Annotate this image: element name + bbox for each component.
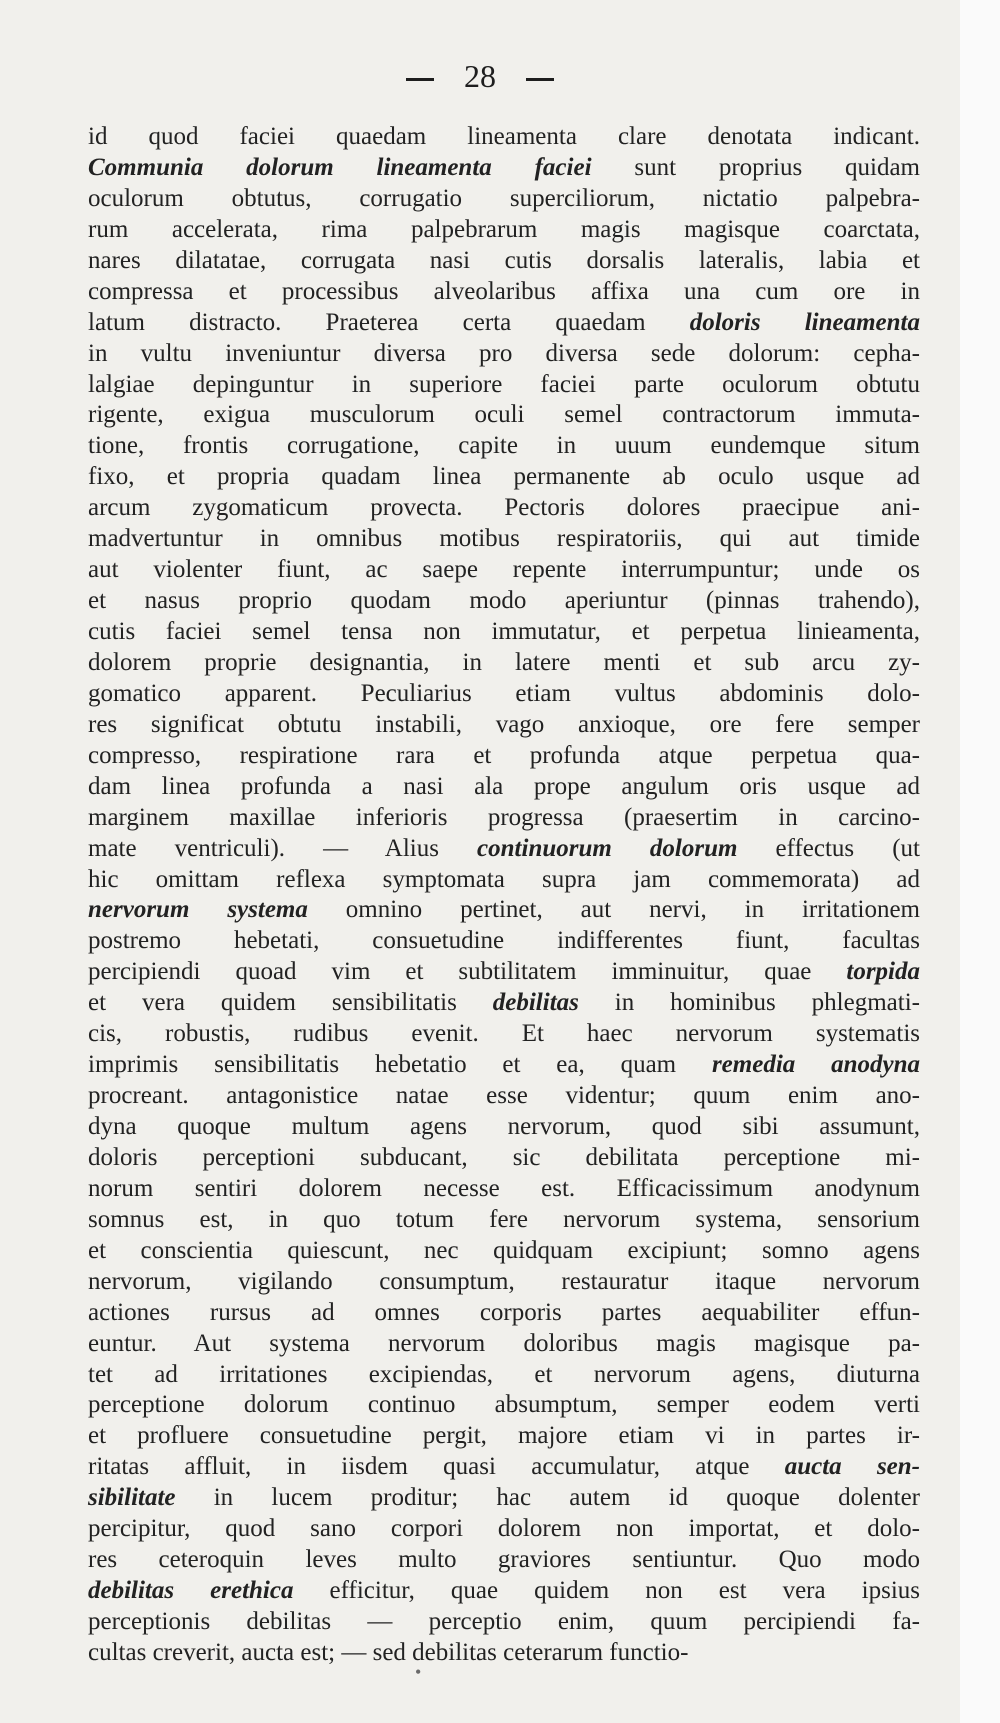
text-segment: nares dilatatae, corrugata nasi cutis dorsalis lateralis, labia et [88,246,920,274]
text-line [88,339,920,370]
text-line [88,122,920,153]
emphasized-text: aucta sen- [784,1453,921,1481]
text-segment: in hominibus phlegmati- [578,989,920,1017]
header-dash-left [406,78,434,81]
text-segment: perceptionis debilitas — perceptio enim, quum percipiendi fa- [88,1608,920,1635]
text-segment: rigente, exigua musculorum oculi semel contractorum immuta- [88,401,920,429]
text-line [88,1298,920,1329]
emphasized-text: remedia anodyna [711,1051,921,1079]
emphasized-text: continuorum dolorum [477,834,738,862]
text-segment: effectus (ut [737,834,920,862]
text-segment: ritatas affluit, in iisdem quasi accumulatur, atque [88,1453,785,1481]
text-line [88,462,920,493]
text-line [88,586,920,617]
text-segment: id quod faciei quaedam lineamenta clare denotata indicant. [88,123,920,150]
text-segment: compresso, respiratione rara et profunda atque perpetua qua- [88,741,920,769]
text-segment: mate ventriculi). — Alius [88,834,478,862]
text-segment: dyna quoque multum agens nervorum, quod sibi assumunt, [88,1113,920,1140]
text-segment: doloris perceptioni subducant, sic debilitata perceptione mi- [88,1143,920,1171]
text-line [88,1019,920,1050]
text-segment: gomatico apparent. Peculiarius etiam vultus abdominis dolo- [88,679,920,707]
emphasized-text: torpida [846,958,920,986]
page-margin [960,0,1000,1723]
text-line [88,308,920,339]
text-line [88,1329,920,1360]
text-segment: cultas creverit, aucta est; — sed debilitas ceterarum functio- [88,1638,689,1666]
text-segment: tet ad irritationes excipiendas, et nervorum agens, diuturna [88,1360,920,1388]
text-segment: postremo hebetati, consuetudine indifferentes fiunt, facultas [88,927,920,955]
text-line [88,710,920,741]
text-line [88,1205,920,1236]
text-line [88,1050,920,1081]
text-segment: perceptione dolorum continuo absumptum, semper eodem verti [88,1391,920,1419]
text-segment: marginem maxillae inferioris progressa (praesertim in carcino- [88,803,920,831]
text-line [88,1638,920,1669]
text-segment: cis, robustis, rudibus evenit. Et haec nervorum systematis [88,1020,920,1048]
text-segment: in lucem proditur; hac autem id quoque dolenter [175,1484,920,1512]
text-segment: euntur. Aut systema nervorum doloribus magis magisque pa- [88,1329,920,1357]
text-line [88,1112,920,1143]
text-line [88,803,920,834]
text-line [88,741,920,772]
text-segment: rum accelerata, rima palpebrarum magis magisque coarctata, [88,215,920,243]
text-segment: percipiendi quoad vim et subtilitatem imminuitur, quae [88,958,847,986]
text-line [88,957,920,988]
text-line [88,1545,920,1576]
text-segment: omnino pertinet, aut nervi, in irritationem [307,896,920,924]
text-line [88,153,920,184]
text-segment: sunt proprius quidam [591,153,920,181]
text-line [88,1143,920,1174]
text-segment: et profluere consuetudine pergit, majore etiam vi in partes ir- [88,1422,920,1450]
text-segment: et nasus proprio quodam modo aperiuntur (pinnas trahendo), [88,587,920,615]
text-segment: dolorem proprie designantia, in latere menti et sub arcu zy- [88,648,920,676]
text-segment: imprimis sensibilitatis hebetatio et ea, quam [88,1051,712,1079]
text-line [88,184,920,215]
emphasized-text: Communia dolorum lineamenta faciei [88,153,592,181]
emphasized-text: debilitas [492,989,579,1017]
text-segment: tione, frontis corrugatione, capite in uuum eundemque situm [88,432,920,460]
text-line [88,493,920,524]
text-segment: madvertuntur in omnibus motibus respiratoriis, qui aut timide [88,525,920,553]
text-line [88,1452,920,1483]
ink-speck: • [415,1662,422,1682]
text-line [88,1174,920,1205]
text-line [88,431,920,462]
text-line [88,1514,920,1545]
text-line [88,1360,920,1391]
text-line [88,1607,920,1638]
text-segment: dam linea profunda a nasi ala prope angulum oris usque ad [88,772,920,800]
text-line [88,1483,920,1514]
text-segment: latum distracto. Praeterea certa quaedam [88,308,690,336]
text-line [88,988,920,1019]
text-segment: efficitur, quae quidem non est vera ipsius [293,1577,921,1605]
text-line [88,524,920,555]
text-segment: in vultu inveniuntur diversa pro diversa sede dolorum: cepha- [88,339,920,367]
text-segment: res significat obtutu instabili, vago anxioque, ore fere semper [88,710,920,738]
text-line [88,277,920,308]
text-segment: aut violenter fiunt, ac saepe repente interrumpuntur; unde os [88,556,920,584]
emphasized-text: debilitas erethica [88,1577,294,1605]
text-line [88,679,920,710]
page-header [0,58,960,95]
emphasized-text: nervorum systema [88,896,308,924]
text-segment: et conscientia quiescunt, nec quidquam excipiunt; somno agens [88,1236,920,1264]
text-line [88,648,920,679]
text-line [88,215,920,246]
text-segment: cutis faciei semel tensa non immutatur, et perpetua linieamenta, [88,618,920,645]
text-line [88,370,920,401]
text-line [88,772,920,803]
text-segment: hic omittam reflexa symptomata supra jam commemorata) ad [88,865,920,893]
text-segment: res ceteroquin leves multo graviores sentiuntur. Quo modo [88,1546,920,1574]
body-text [88,122,920,1669]
emphasized-text: sibilitate [88,1484,176,1512]
page-number: 28 [464,58,496,94]
text-line [88,400,920,431]
text-segment: somnus est, in quo totum fere nervorum systema, sensorium [88,1205,920,1233]
text-line [88,246,920,277]
text-line [88,1267,920,1298]
text-line [88,865,920,896]
text-segment: procreant. antagonistice natae esse videntur; quum enim ano- [88,1082,920,1110]
text-segment: fixo, et propria quadam linea permanente ab oculo usque ad [88,463,920,491]
text-segment: actiones rursus ad omnes corporis partes aequabiliter effun- [88,1298,920,1326]
text-line [88,617,920,648]
text-segment: oculorum obtutus, corrugatio superciliorum, nictatio palpebra- [88,184,920,212]
text-segment: arcum zygomaticum provecta. Pectoris dolores praecipue ani- [88,494,920,522]
text-line [88,1081,920,1112]
text-segment: percipitur, quod sano corpori dolorem non importat, et dolo- [88,1515,920,1543]
text-line [88,834,920,865]
text-line [88,1421,920,1452]
text-segment: compressa et processibus alveolaribus affixa una cum ore in [88,277,920,305]
text-line [88,1576,920,1607]
text-segment: et vera quidem sensibilitatis [88,989,493,1017]
text-line [88,555,920,586]
text-line [88,1390,920,1421]
text-segment: norum sentiri dolorem necesse est. Efficacissimum anodynum [88,1174,920,1202]
text-segment: nervorum, vigilando consumptum, restauratur itaque nervorum [88,1267,920,1295]
text-segment: lalgiae depinguntur in superiore faciei parte oculorum obtutu [88,370,920,398]
header-dash-right [526,78,554,81]
text-line [88,926,920,957]
text-line [88,895,920,926]
text-line [88,1236,920,1267]
emphasized-text: doloris lineamenta [689,308,921,336]
